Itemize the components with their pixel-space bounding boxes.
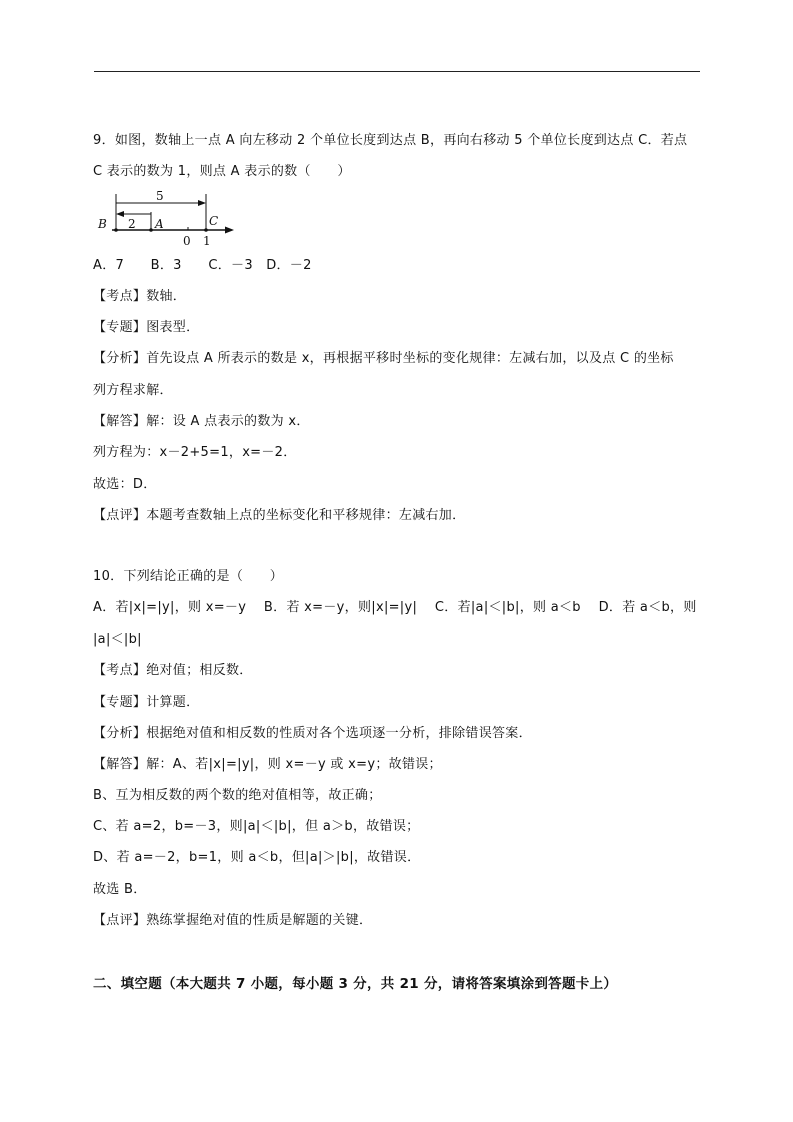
q10-fenxi: 【分析】根据绝对值和相反数的性质对各个选项逐一分析，排除错误答案．	[93, 726, 532, 741]
q10-options-line1: A．若|x|=|y|，则 x=－y B．若 x=－y，则|x|=|y| C．若|a|＜|b|，则 a＜b D．若 a＜b，则	[93, 600, 697, 615]
q9-jieda: 【解答】解：设 A 点表示的数为 x．	[93, 414, 310, 429]
q10-jieda: 【解答】解：A、若|x|=|y|，则 x=－y 或 x=y；故错误；	[93, 757, 442, 772]
label-b: B	[98, 217, 107, 231]
axis-arrow-head	[225, 227, 234, 234]
q10-line-d: D、若 a=－2，b=1，则 a＜b，但|a|＞|b|，故错误．	[93, 850, 421, 865]
label-5: 5	[156, 189, 164, 203]
header-rule	[94, 71, 700, 72]
q9-fenxi-line2: 列方程求解．	[93, 383, 173, 398]
q10-kaodian: 【考点】绝对值；相反数．	[93, 663, 253, 678]
q9-dianping: 【点评】本题考查数轴上点的坐标变化和平移规律：左减右加．	[93, 508, 466, 523]
label-a: A	[155, 217, 164, 231]
arrow-five-head	[198, 200, 206, 206]
point-c	[204, 228, 208, 232]
q9-equation: 列方程为：x－2+5=1，x=－2．	[93, 445, 297, 460]
q10-choice: 故选 B．	[93, 882, 147, 897]
label-1: 1	[203, 234, 211, 248]
arrow-two-head	[116, 211, 124, 217]
point-a	[149, 228, 153, 232]
section2-heading: 二、填空题（本大题共 7 小题，每小题 3 分，共 21 分，请将答案填涂到答题卡上）	[93, 976, 618, 992]
q9-choice: 故选：D．	[93, 477, 157, 492]
label-c: C	[209, 214, 219, 228]
q9-kaodian: 【考点】数轴．	[93, 289, 187, 304]
q9-stem-line1: 9．如图，数轴上一点 A 向左移动 2 个单位长度到达点 B，再向右移动 5 个单位长度到达点 C．若点	[93, 133, 688, 148]
q9-zhuanti: 【专题】图表型．	[93, 320, 200, 335]
q10-options-line2: |a|＜|b|	[93, 632, 142, 647]
q10-line-c: C、若 a=2，b=－3，则|a|＜|b|，但 a＞b，故错误；	[93, 819, 420, 834]
q10-zhuanti: 【专题】计算题．	[93, 695, 200, 710]
label-0: 0	[183, 234, 191, 248]
number-line-figure	[94, 188, 244, 248]
q9-options: A．7 B．3 C．－3 D．－2	[93, 258, 312, 273]
q9-fenxi-line1: 【分析】首先设点 A 所表示的数是 x，再根据平移时坐标的变化规律：左减右加，以及点 C 的坐标	[93, 351, 674, 366]
q9-stem-line2: C 表示的数为 1，则点 A 表示的数（ ）	[93, 164, 351, 179]
point-b	[114, 228, 118, 232]
label-2: 2	[128, 217, 136, 231]
q10-dianping: 【点评】熟练掌握绝对值的性质是解题的关键．	[93, 913, 373, 928]
q10-stem: 10．下列结论正确的是（ ）	[93, 569, 284, 584]
q10-line-b: B、互为相反数的两个数的绝对值相等，故正确；	[93, 788, 382, 803]
